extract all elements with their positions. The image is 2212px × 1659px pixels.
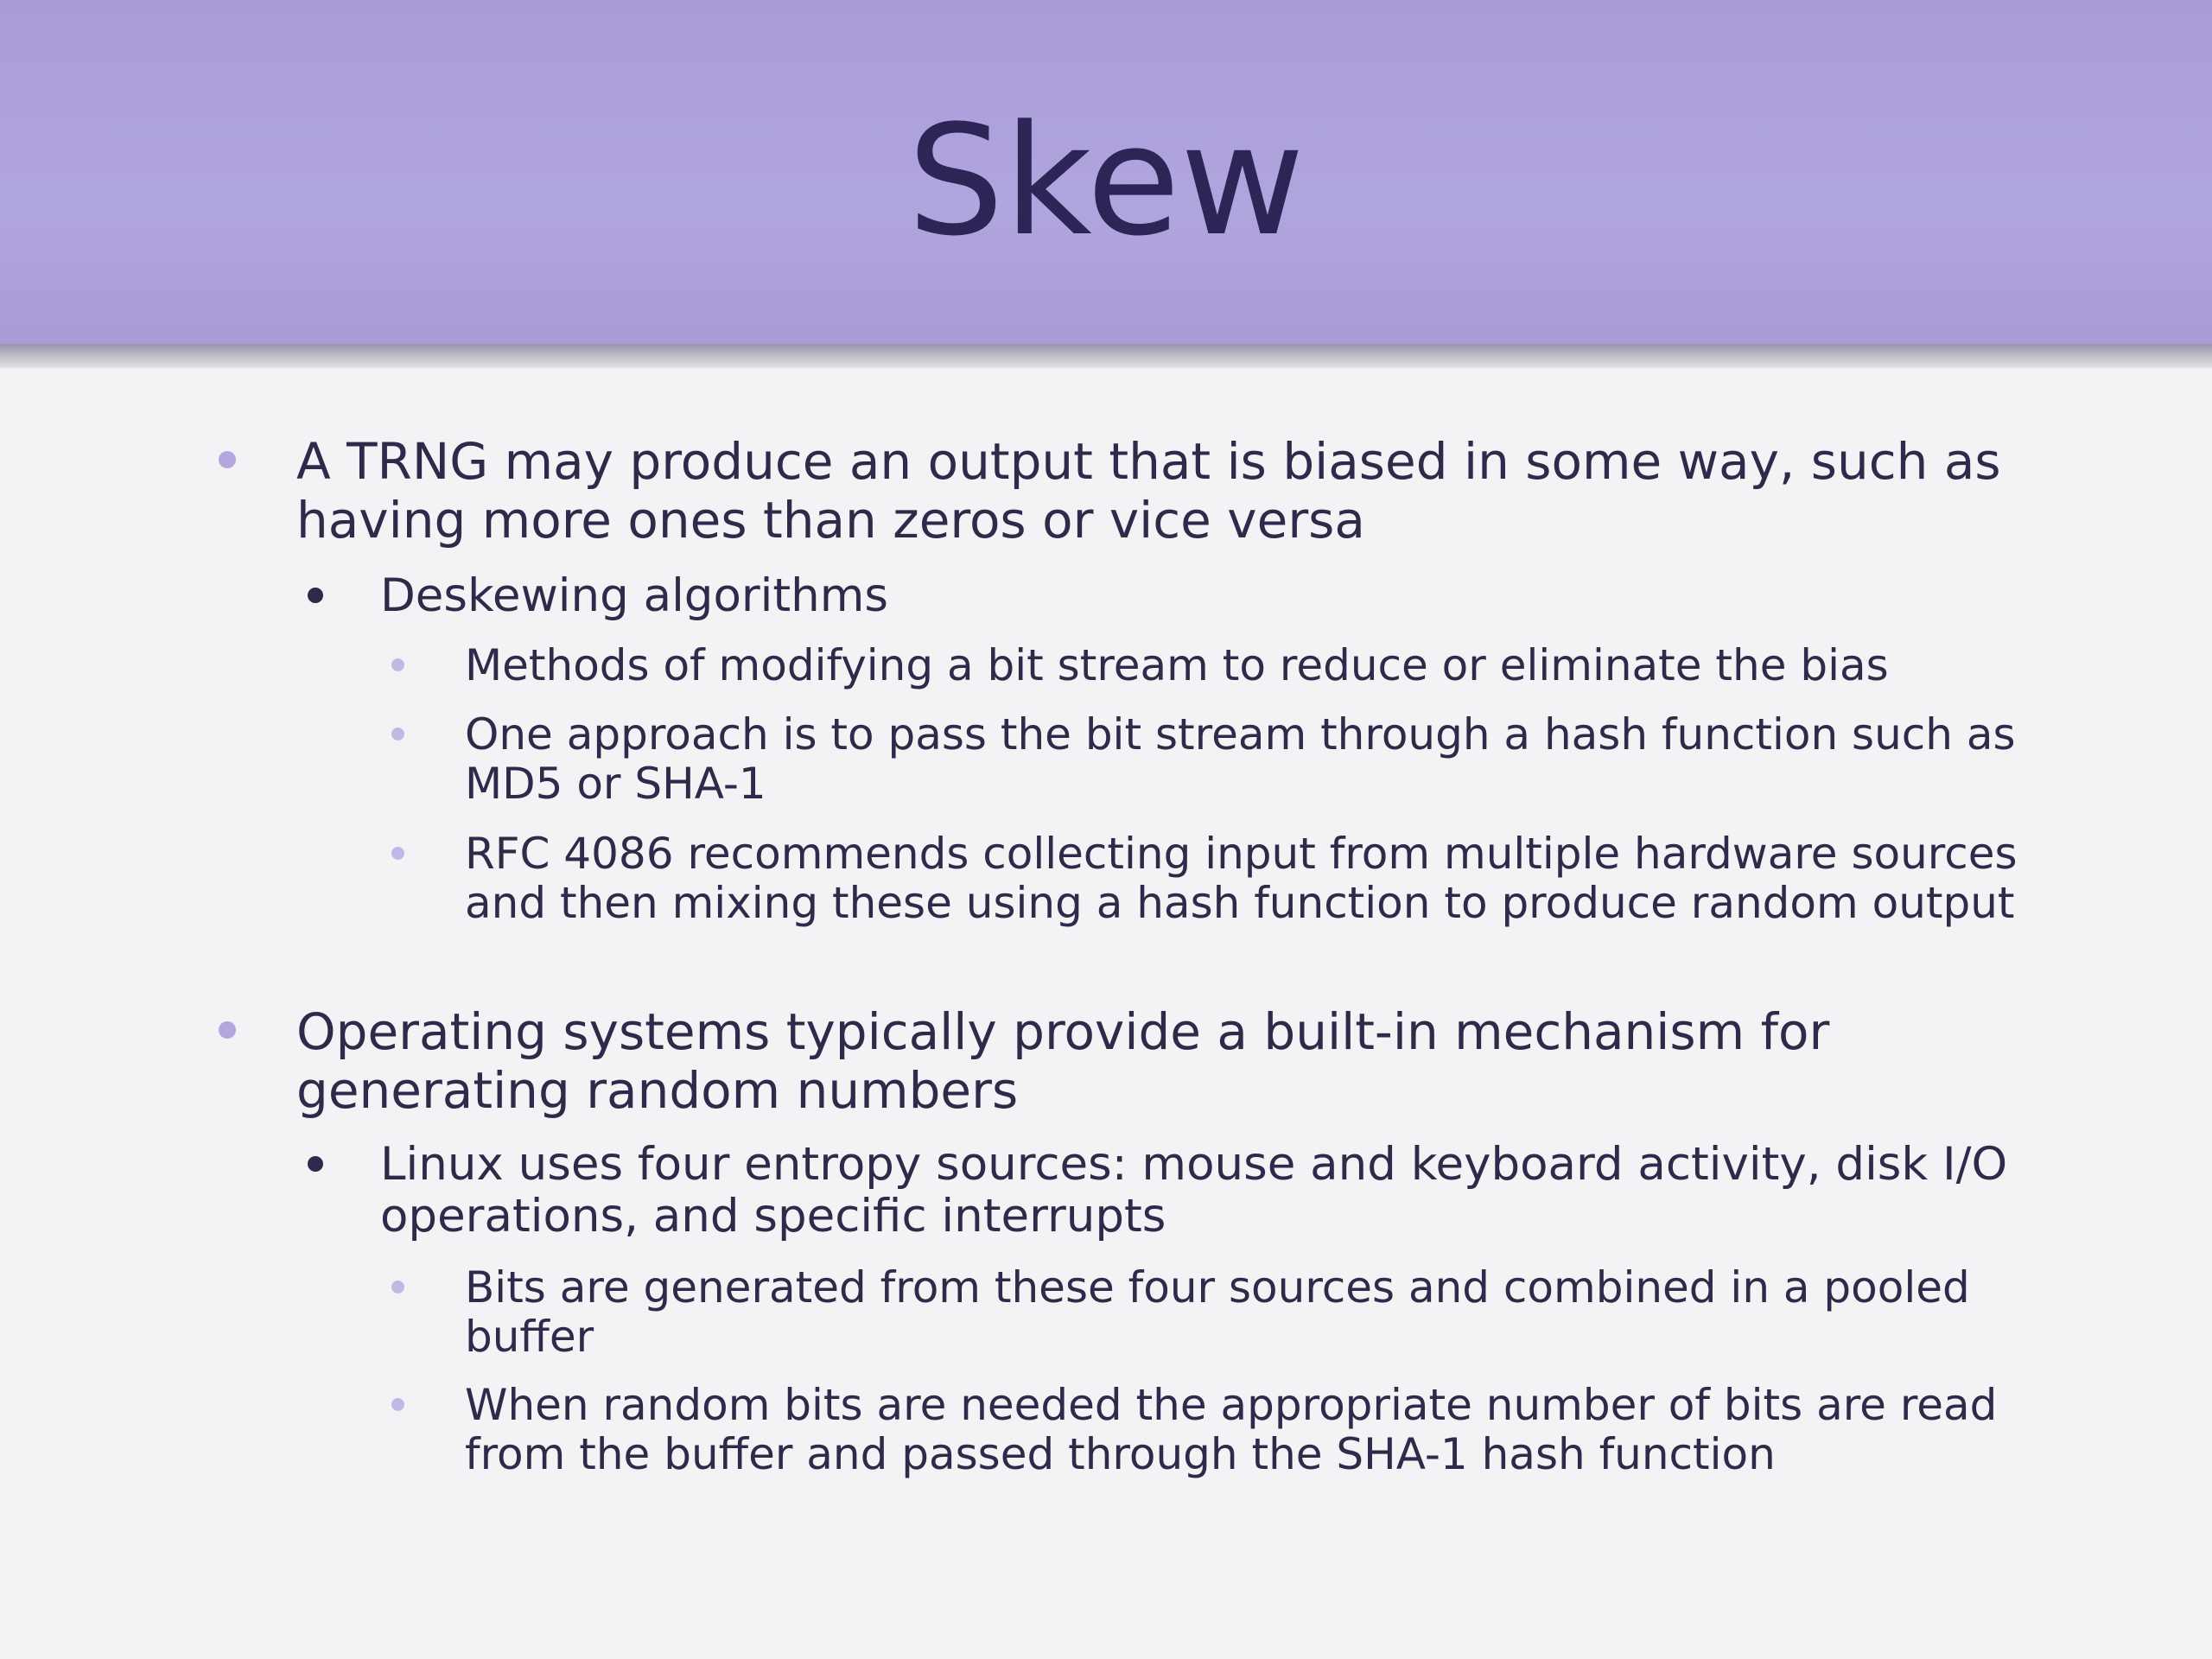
sub-sub-bullet-dot-icon bbox=[391, 1281, 404, 1294]
slide-title: Skew bbox=[907, 92, 1305, 270]
sub-sub-bullet-item bbox=[465, 830, 2072, 928]
sub-sub-bullet-item bbox=[465, 710, 2072, 809]
sub-sub-bullet-text: Bits are generated from these four sources and combined in a pooled buffer bbox=[465, 1262, 1970, 1362]
bullet-item bbox=[296, 432, 2076, 550]
sub-bullet-item bbox=[380, 570, 2074, 622]
bullet-dot-icon bbox=[219, 1021, 236, 1039]
sub-sub-bullet-item bbox=[465, 1263, 2072, 1362]
bullet-item bbox=[296, 1002, 2076, 1120]
sub-sub-bullet-text: RFC 4086 recommends collecting input from multiple hardware sources and then mixing these using a hash function to produce random output bbox=[465, 829, 2018, 928]
bullet-text: Operating systems typically provide a built-in mechanism for generating random numbers bbox=[296, 1002, 1830, 1120]
sub-bullet-text: Deskewing algorithms bbox=[380, 569, 888, 622]
sub-bullet-text: Linux uses four entropy sources: mouse and keyboard activity, disk I/O operations, and specific interrupts bbox=[380, 1138, 2008, 1243]
sub-bullet-dot-icon bbox=[308, 588, 323, 603]
sub-sub-bullet-item bbox=[465, 1381, 2072, 1479]
sub-sub-bullet-dot-icon bbox=[391, 658, 404, 671]
sub-sub-bullet-dot-icon bbox=[391, 847, 404, 860]
bullet-text: A TRNG may produce an output that is biased in some way, such as having more ones than zeros or vice versa bbox=[296, 432, 2001, 550]
sub-sub-bullet-text: One approach is to pass the bit stream through a hash function such as MD5 or SHA-1 bbox=[465, 709, 2016, 809]
sub-sub-bullet-item bbox=[465, 641, 2072, 690]
sub-sub-bullet-text: When random bits are needed the appropriate number of bits are read from the buffer and passed through the SHA-1 hash function bbox=[465, 1380, 1998, 1479]
sub-bullet-item bbox=[380, 1139, 2074, 1243]
sub-sub-bullet-text: Methods of modifying a bit stream to reduce or eliminate the bias bbox=[465, 640, 1889, 690]
sub-sub-bullet-dot-icon bbox=[391, 1398, 404, 1411]
bullet-dot-icon bbox=[219, 451, 236, 468]
sub-sub-bullet-dot-icon bbox=[391, 728, 404, 741]
sub-bullet-dot-icon bbox=[308, 1156, 323, 1172]
